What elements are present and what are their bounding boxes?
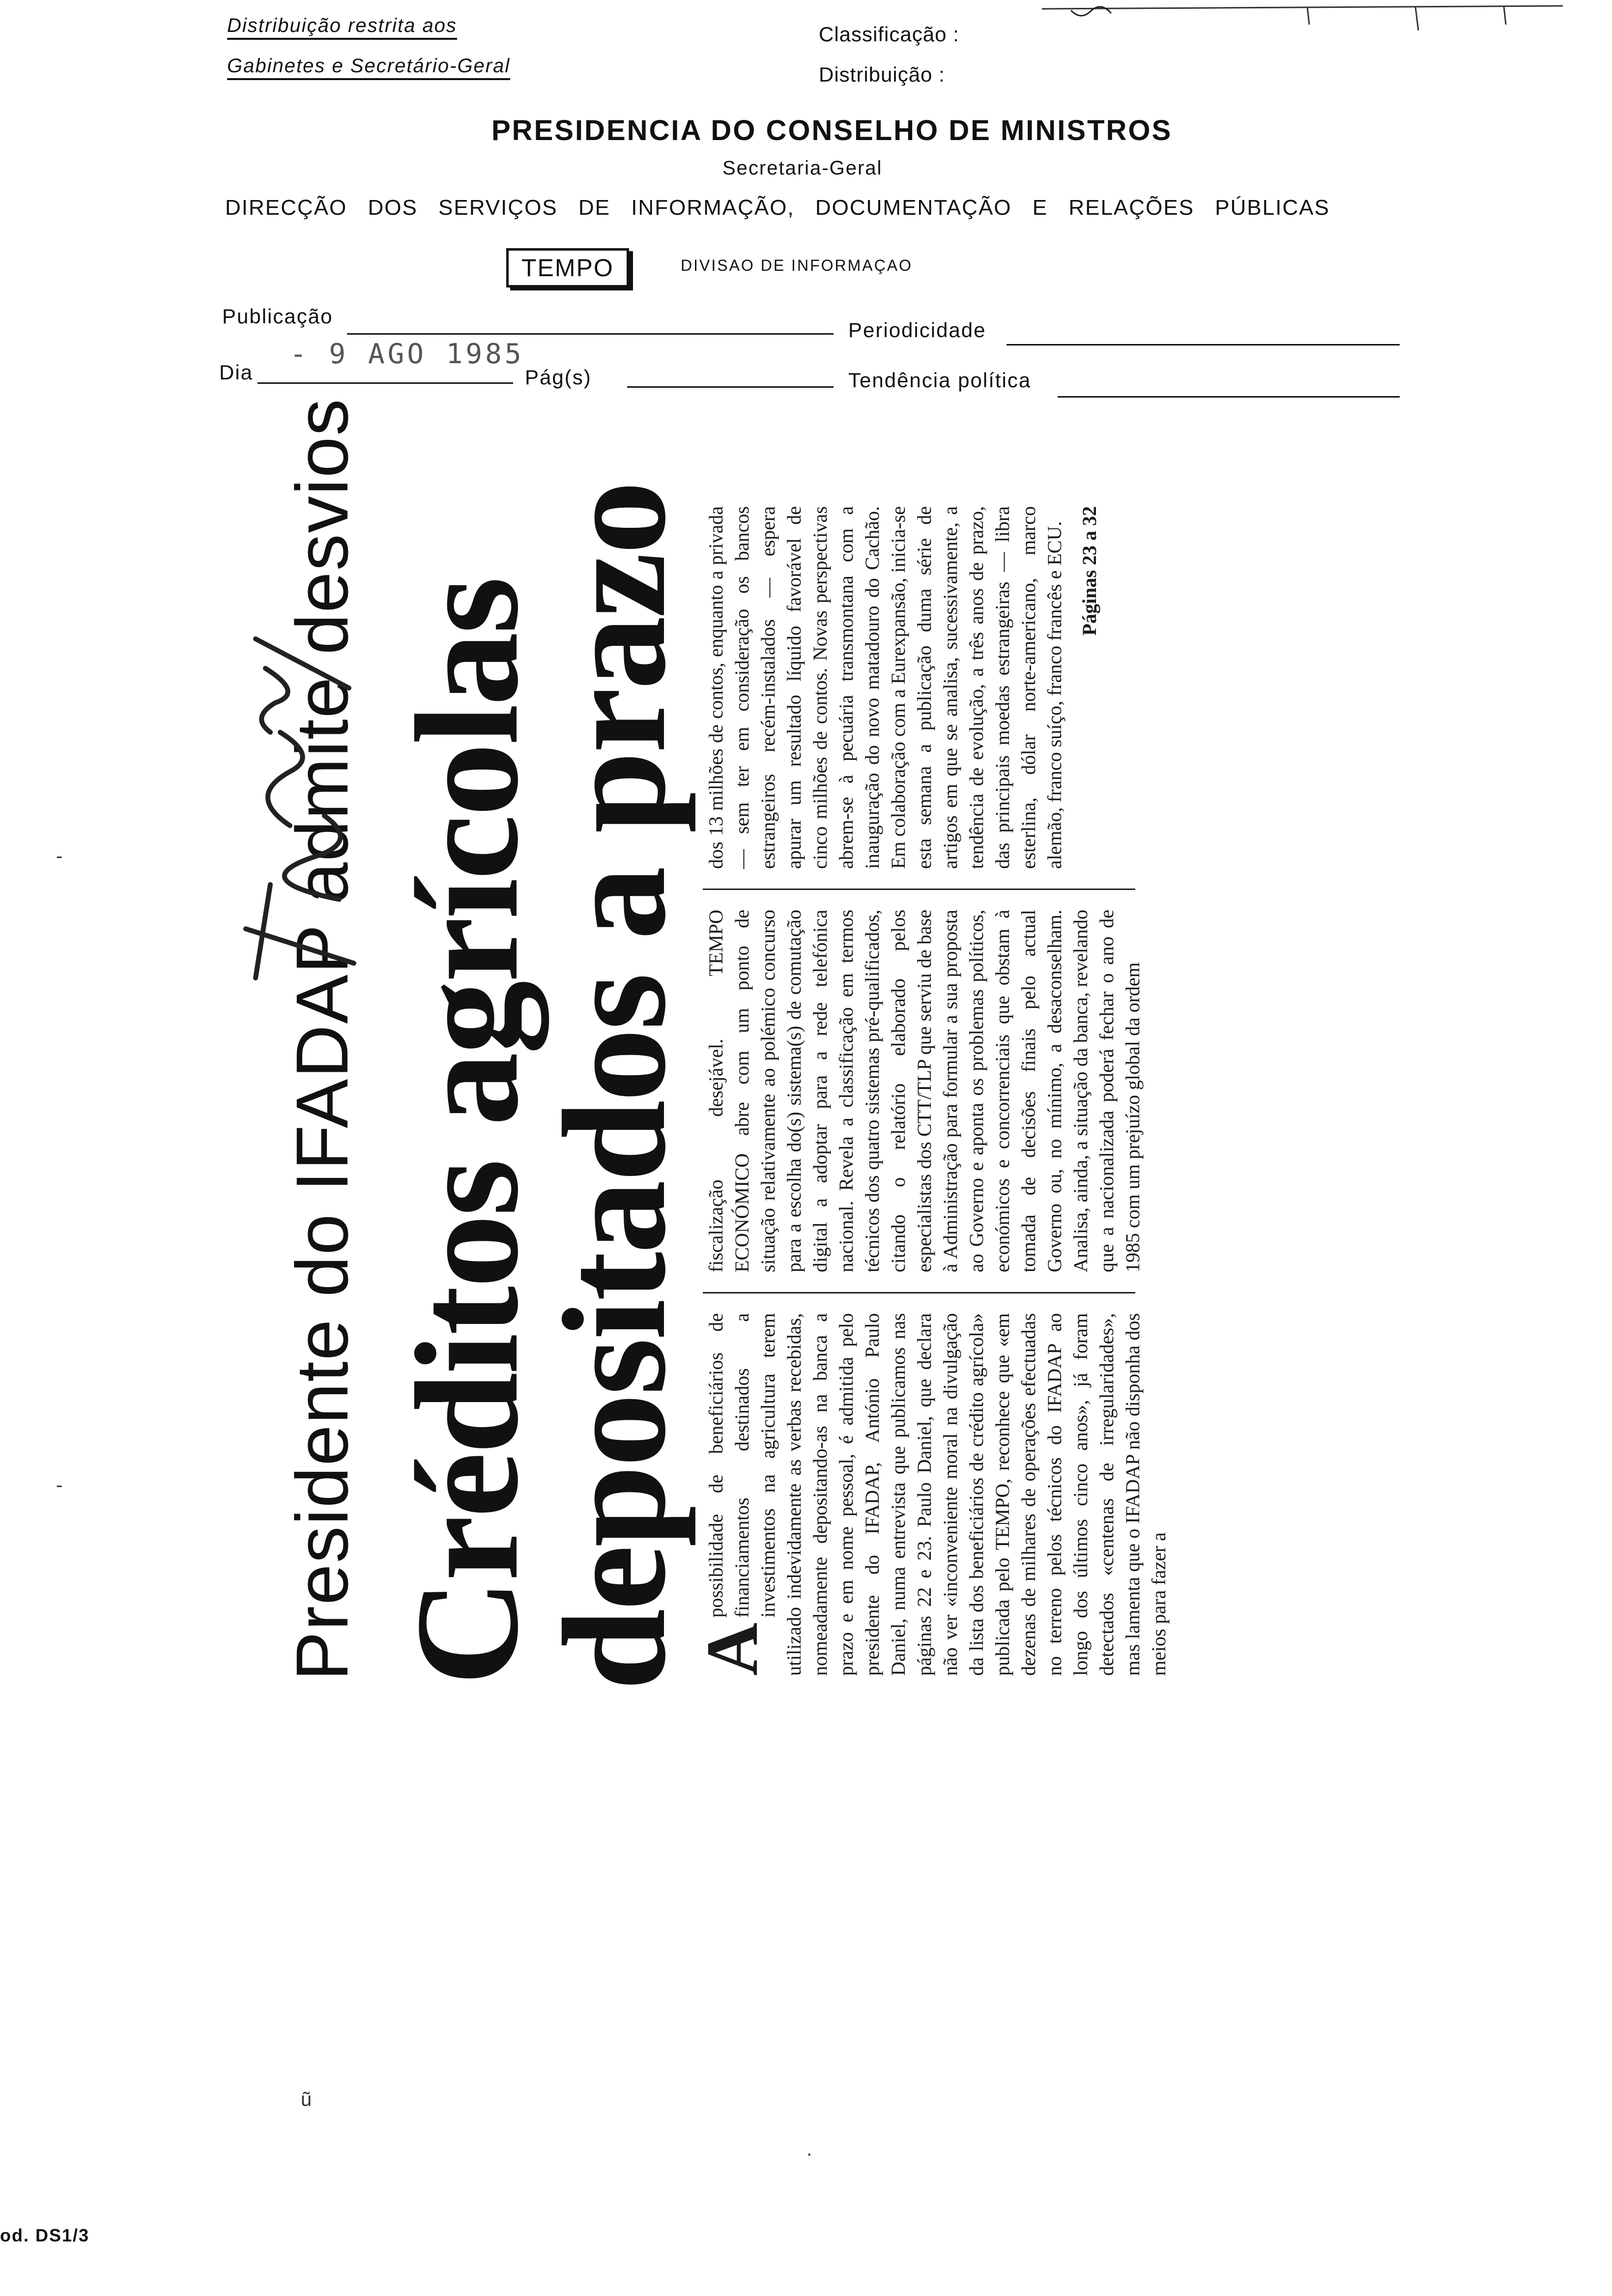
- headline-line-2: depositados a prazo: [533, 483, 696, 1691]
- drop-cap: A: [691, 1622, 773, 1676]
- tendencia-label: Tendência política: [848, 369, 1032, 392]
- stray-mark: -: [56, 1474, 63, 1496]
- publicacao-line: [347, 333, 834, 335]
- classificacao-label: Classificação :: [819, 23, 959, 46]
- page-title: PRESIDENCIA DO CONSELHO DE MINISTROS: [491, 115, 1173, 146]
- article-column-3: [703, 506, 1135, 869]
- page-reference: Páginas 23 a 32: [1078, 506, 1100, 636]
- department-name: DIRECÇÃO DOS SERVIÇOS DE INFORMAÇÃO, DOCUMENTAÇÃO E RELAÇÕES PÚBLICAS: [225, 196, 1330, 220]
- top-edge-marks: [1042, 0, 1563, 44]
- column-divider: [703, 889, 1135, 890]
- date-stamp: - 9 AGO 1985: [290, 338, 524, 370]
- article-columns: [691, 506, 1170, 1676]
- column-3-text: dos 13 milhões de contos, enquanto a privada — sem ter em consideração os bancos estrangeiros recém-instalados — espera apurar um resultado líquido favorável de cinco milhões de contos. Novas perspectivas abrem-se à pecuária transmontana com a inauguração do novo matadouro do Cachão. Em colaboração com a Eurexpansão, inicia-se esta semana a publicação duma série de artigos em que se analisa, sucessivamente, a tendência de evolução, a três anos de prazo, das principais moedas estrangeiras — libra esterlina, dólar norte-americano, marco alemão, franco suíço, franco francês e ECU.: [705, 506, 1065, 869]
- article-column-2: fiscalização desejável. TEMPO ECONÓMICO abre com um ponto de situação relativamente ao polémico concurso para a escolha do(s) sistema(s) de comutação digital a adoptar para a rede telefónica nacional. Revela a classificação em termos técnicos dos quatro sistemas pré-qualificados, citando o relatório elaborado pelos especialistas dos CTT/TLP que serviu de base à Administração para formular a sua proposta ao Governo e aponta os problemas políticos, económicos e concorrenciais que obstam à tomada de decisões finais pelo actual Governo ou, no mínimo, a desaconselham. Analisa, ainda, a situação da banca, revelando que a nacionalizada poderá fechar o ano de 1985 com um prejuízo global da ordem: [705, 909, 1144, 1273]
- article-column-1: [691, 1313, 1170, 1676]
- article-kicker: Presidente do IFADAP admite desvios: [281, 398, 363, 1681]
- periodicidade-line: [1007, 344, 1400, 345]
- pags-label: Pág(s): [525, 366, 592, 389]
- publication-stamp: TEMPO: [506, 248, 629, 287]
- secretaria-geral: Secretaria-Geral: [722, 157, 883, 179]
- distribuicao-label: Distribuição :: [819, 63, 945, 86]
- column-divider: [703, 1292, 1135, 1293]
- form-code: od. DS1/3: [0, 2225, 90, 2245]
- column-1-text: possibilidade de beneficiários de financiamentos destinados a investimentos na agricultura terem utilizado indevidamente as verbas recebidas, nomeadamente depositando-as na banca a prazo e em nome pessoal, é admitida pelo presidente do IFADAP, António Paulo Daniel, numa entrevista que publicamos nas páginas 22 e 23. Paulo Daniel, que declara não ver «inconveniente moral na divulgação da lista dos beneficiários de crédito agrícola» publicada pelo TEMPO, reconhece que «em dezenas de milhares de operações efectuadas no terreno pelos técnicos do IFADAP ao longo dos últimos cinco anos», já foram detectados «centenas de irregularidades», mas lamenta que o IFADAP não disponha dos meios para fazer a: [705, 1313, 1170, 1676]
- restricted-line-1: Distribuição restrita aos: [227, 15, 457, 40]
- division-label: DIVISAO DE INFORMAÇAO: [681, 257, 913, 274]
- periodicidade-label: Periodicidade: [848, 318, 986, 342]
- stray-mark: ·: [806, 2143, 813, 2164]
- pags-line: [627, 386, 834, 388]
- headline-line-1: Créditos agrícolas: [385, 578, 548, 1686]
- dia-line: [258, 382, 513, 384]
- dia-label: Dia: [219, 361, 254, 384]
- newspaper-clipping: [206, 398, 1170, 1691]
- stray-mark: ũ: [301, 2089, 312, 2110]
- restricted-line-2: Gabinetes e Secretário-Geral: [227, 55, 510, 80]
- tendencia-line: [1058, 396, 1400, 398]
- publicacao-label: Publicação: [222, 305, 333, 328]
- handwritten-scribble: [226, 629, 388, 983]
- stray-mark: -: [56, 845, 63, 867]
